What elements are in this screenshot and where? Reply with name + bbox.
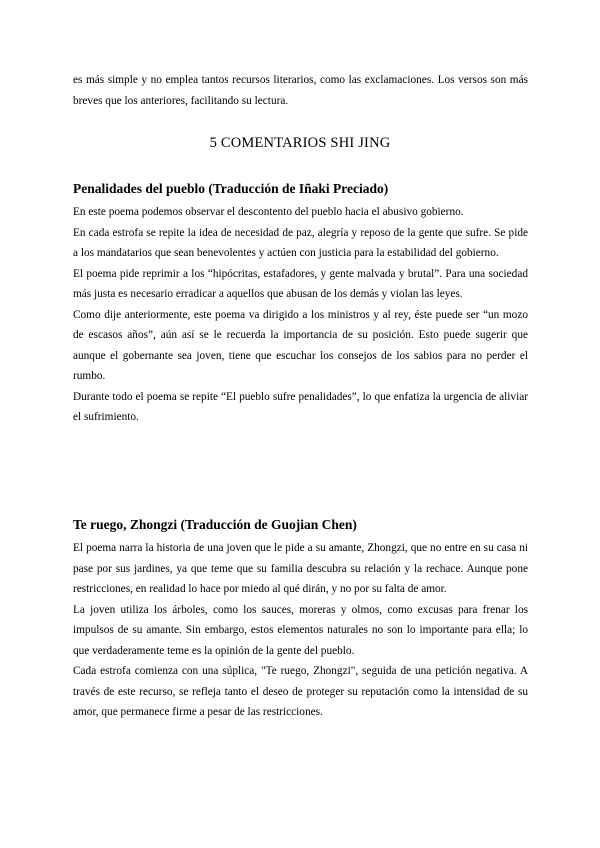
paragraph: Como dije anteriormente, este poema va dirigido a los ministros y al rey, éste puede ser “un mozo de escasos años”, aún así se le recuerda la importancia de su posición. Esto puede sugerir que aunque el gobernante sea joven, tiene que escuchar los consejos de los sabios para no perder el rumbo.	[73, 308, 528, 382]
intro-block	[73, 70, 528, 111]
paragraph: El poema narra la historia de una joven que le pide a su amante, Zhongzi, que no entre en su casa ni pase por sus jardines, ya que teme que su familia descubra su relación y la rechace. Aunque pone restricciones, en realidad lo hace por miedo al qué dirán, y no por su falta de amor.	[73, 542, 528, 595]
paragraph: El poema pide reprimir a los “hipócritas, estafadores, y gente malvada y brutal”. Para una sociedad más justa es necesario erradicar a aquellos que abusan de los demás y violan las leyes.	[73, 267, 528, 300]
paragraph: Cada estrofa comienza con una súplica, "Te ruego, Zhongzi", seguida de una petición negativa. A través de este recurso, se refleja tanto el deseo de proteger su reputación como la intensidad de su amor, que permanece firme a pesar de las restricciones.	[73, 665, 528, 718]
paragraph: La joven utiliza los árboles, como los sauces, moreras y olmos, como excusas para frenar los impulsos de su amante. Sin embargo, estos elementos naturales no son lo importante para ella; lo que verdaderamente teme es la opinión de la gente del pueblo.	[73, 603, 528, 657]
intro-paragraph: es más simple y no emplea tantos recursos literarios, como las exclamaciones. Los versos son más breves que los anteriores, facilitando su lectura.	[73, 74, 528, 107]
section-te-ruego	[73, 515, 528, 723]
section-penalidades	[73, 179, 528, 428]
paragraph: Durante todo el poema se repite “El pueblo sufre penalidades”, lo que enfatiza la urgencia de aliviar el sufrimiento.	[73, 390, 528, 423]
paragraph: En este poema podemos observar el descontento del pueblo hacia el abusivo gobierno.	[73, 206, 464, 218]
paragraph: En cada estrofa se repite la idea de necesidad de paz, alegría y reposo de la gente que sufre. Se pide a los mandatarios que sean benevolentes y actúen con justicia para la estabilidad del gobierno.	[73, 226, 528, 259]
section-title: 5 COMENTARIOS SHI JING	[209, 135, 391, 151]
section-heading: Te ruego, Zhongzi (Traducción de Guojian Chen)	[73, 517, 357, 532]
section-heading: Penalidades del pueblo (Traducción de Iñaki Preciado)	[73, 181, 389, 196]
